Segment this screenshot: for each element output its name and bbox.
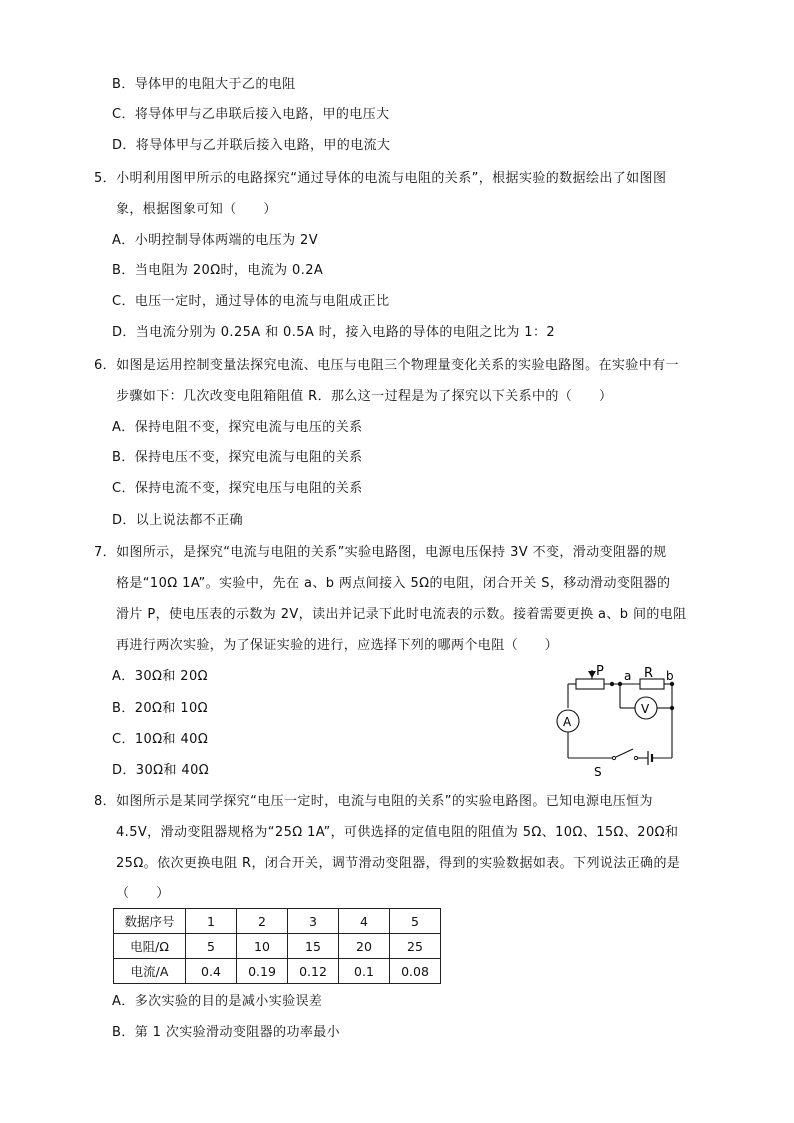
voltmeter-junction-dot	[670, 706, 674, 710]
q6-stem-line2: 步骤如下：几次改变电阻箱阻值 R．那么这一过程是为了探究以下关系中的（ ）	[116, 389, 613, 404]
q8-stem-line1: 8．如图所示是某同学探究“电压一定时，电流与电阻的关系”的实验电路图。已知电源电压恒为	[94, 794, 653, 809]
q8-stem-line3: 25Ω。依次更换电阻 R，闭合开关，调节滑动变阻器，得到的实验数据如表。下列说法正确的是	[116, 856, 681, 871]
table-cell: 0.08	[390, 959, 441, 984]
table-row-label-resistance: 电阻/Ω	[114, 934, 186, 959]
table-row	[114, 959, 441, 984]
q7-stem-line3: 滑片 P，使电压表的示数为 2V，读出并记录下此时电流表的示数。接着需要更换 a、b 间的电阻	[116, 607, 687, 622]
q8-option-a: A．多次实验的目的是减小实验误差	[112, 994, 323, 1009]
table-cell: 20	[339, 934, 390, 959]
q4-option-b: B．导体甲的电阻大于乙的电阻	[112, 77, 296, 92]
table-header-label: 数据序号	[114, 909, 186, 934]
q7-option-d: D．30Ω和 40Ω	[112, 763, 210, 778]
q5-stem-line1: 5．小明利用图甲所示的电路探究“通过导体的电流与电阻的关系”，根据实验的数据绘出了如图图	[94, 171, 667, 186]
q5-option-a: A．小明控制导体两端的电压为 2V	[112, 233, 318, 248]
q8-data-table	[113, 908, 441, 984]
table-cell: 0.1	[339, 959, 390, 984]
table-cell: 3	[288, 909, 339, 934]
label-node-b: b	[666, 669, 674, 683]
label-ammeter: A	[563, 715, 572, 729]
table-cell: 15	[288, 934, 339, 959]
junction-dot	[610, 682, 614, 686]
q5-option-b: B．当电阻为 20Ω时，电流为 0.2A	[112, 263, 324, 278]
table-row-label-current: 电流/A	[114, 959, 186, 984]
table-cell: 4	[339, 909, 390, 934]
q5-option-c: C．电压一定时，通过导体的电流与电阻成正比	[112, 294, 390, 309]
q6-option-c: C．保持电流不变，探究电压与电阻的关系	[112, 481, 363, 496]
table-cell: 1	[186, 909, 237, 934]
label-slider-p: P	[596, 664, 604, 679]
q4-option-c: C．将导体甲与乙串联后接入电路，甲的电压大	[112, 107, 390, 122]
q5-option-d: D．当电流分别为 0.25A 和 0.5A 时，接入电路的导体的电阻之比为 1：2	[112, 325, 556, 340]
table-cell: 5	[390, 909, 441, 934]
table-cell: 0.19	[237, 959, 288, 984]
q8-option-b: B．第 1 次实验滑动变阻器的功率最小	[112, 1025, 341, 1040]
q8-stem-line4: （ ）	[116, 886, 170, 901]
q7-option-c: C．10Ω和 40Ω	[112, 732, 209, 747]
q6-option-b: B．保持电压不变，探究电流与电阻的关系	[112, 450, 363, 465]
q8-stem-line2: 4.5V，滑动变阻器规格为“25Ω 1A”，可供选择的定值电阻的阻值为 5Ω、10Ω、15Ω、20Ω和	[116, 825, 679, 840]
switch-contact-left	[612, 756, 615, 759]
q7-option-b: B．20Ω和 10Ω	[112, 701, 209, 716]
table-cell: 2	[237, 909, 288, 934]
label-node-a: a	[624, 669, 632, 683]
slider-arrow-head	[588, 671, 596, 678]
q7-option-a: A．30Ω和 20Ω	[112, 669, 208, 684]
switch-contact-right	[634, 756, 637, 759]
table-row	[114, 909, 441, 934]
q7-stem-line4: 再进行两次实验，为了保证实验的进行，应选择下列的哪两个电阻（ ）	[116, 638, 559, 653]
q7-stem-line2: 格是“10Ω 1A”。实验中，先在 a、b 两点间接入 5Ω的电阻，闭合开关 S，移动滑动变阻器的	[116, 576, 671, 591]
table-cell: 0.4	[186, 959, 237, 984]
table-cell: 10	[237, 934, 288, 959]
q7-circuit-diagram	[548, 660, 683, 780]
label-voltmeter: V	[641, 702, 650, 716]
table-cell: 5	[186, 934, 237, 959]
q6-option-a: A．保持电阻不变，探究电流与电压的关系	[112, 420, 363, 435]
q6-option-d: D．以上说法都不正确	[112, 513, 244, 528]
rheostat-symbol	[576, 679, 604, 689]
q7-stem-line1: 7．如图所示，是探究“电流与电阻的关系”实验电路图，电源电压保持 3V 不变，滑动变阻器的规	[94, 545, 667, 560]
table-cell: 0.12	[288, 959, 339, 984]
node-a-dot	[618, 682, 622, 686]
switch-lever	[616, 749, 633, 757]
label-resistor-r: R	[644, 666, 654, 681]
q4-option-d: D．将导体甲与乙并联后接入电路，甲的电流大	[112, 138, 391, 153]
table-row	[114, 934, 441, 959]
q5-stem-line2: 象，根据图象可知（ ）	[116, 202, 277, 217]
q6-stem-line1: 6．如图是运用控制变量法探究电流、电压与电阻三个物理量变化关系的实验电路图。在实验中有一	[94, 358, 679, 373]
label-switch: S	[594, 765, 602, 779]
table-cell: 25	[390, 934, 441, 959]
